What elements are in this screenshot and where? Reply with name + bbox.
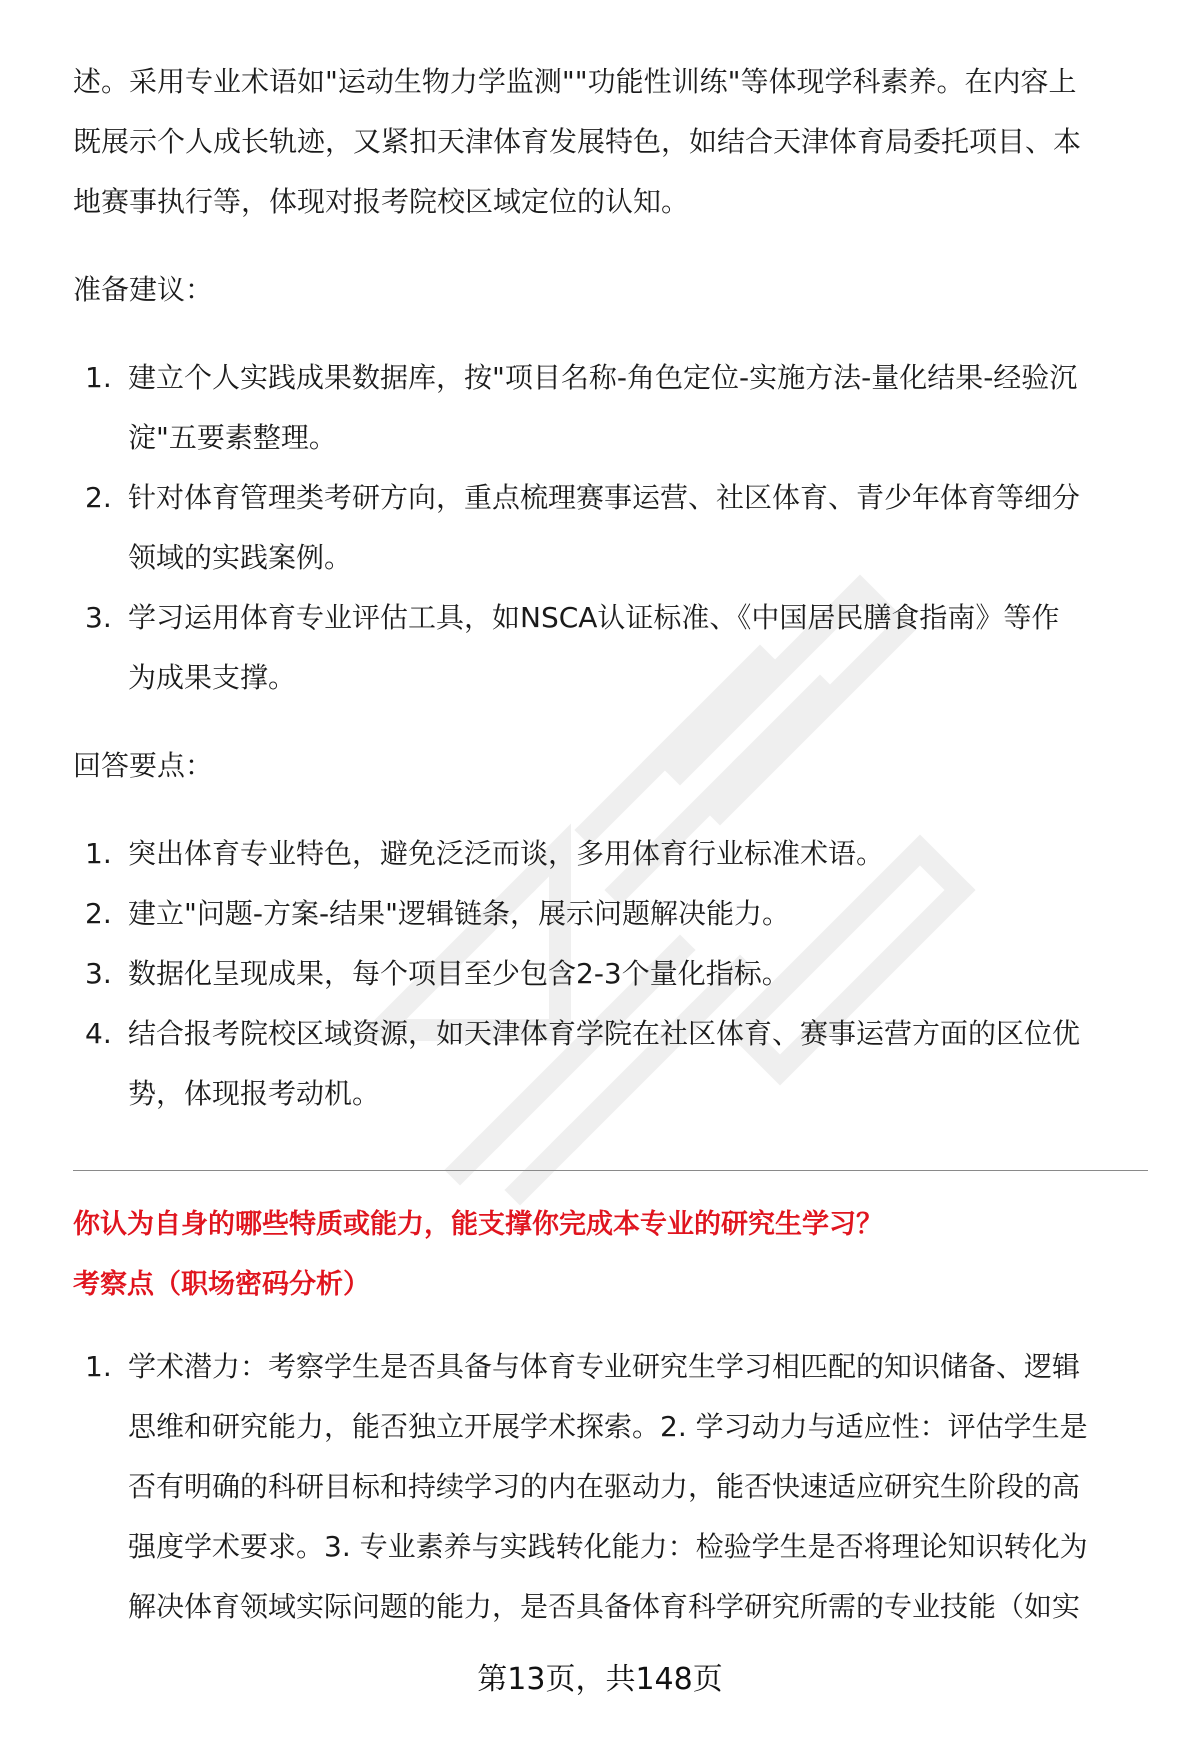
answer-list — [73, 824, 1148, 1124]
list-line: 结合报考院校区域资源，如天津体育学院在社区体育、赛事运营方面的区位优 — [128, 1017, 1081, 1050]
list-number: 1. — [85, 361, 112, 394]
list-item — [73, 1337, 1148, 1637]
list-number: 2. — [85, 897, 112, 930]
assessment-subheading: 考察点（职场密码分析） — [73, 1269, 370, 1300]
page-number: 第13页，共148页 — [477, 1662, 723, 1697]
list-line: 否有明确的科研目标和持续学习的内在驱动力，能否快速适应研究生阶段的高 — [128, 1470, 1081, 1503]
list-number: 1. — [85, 837, 112, 870]
list-line: 学术潜力：考察学生是否具备与体育专业研究生学习相匹配的知识储备、逻辑 — [128, 1350, 1081, 1383]
list-item — [73, 468, 1148, 588]
prep-list — [73, 348, 1148, 708]
list-line: 势，体现报考动机。 — [128, 1077, 381, 1110]
list-number: 3. — [85, 601, 112, 634]
list-line: 数据化呈现成果，每个项目至少包含2-3个量化指标。 — [128, 957, 790, 990]
list-number: 3. — [85, 957, 112, 990]
list-item — [73, 588, 1148, 708]
list-number: 4. — [85, 1017, 112, 1050]
list-line: 建立"问题-方案-结果"逻辑链条，展示问题解决能力。 — [128, 897, 790, 930]
list-line: 针对体育管理类考研方向，重点梳理赛事运营、社区体育、青少年体育等细分 — [128, 481, 1081, 514]
list-line: 突出体育专业特色，避免泛泛而谈，多用体育行业标准术语。 — [128, 837, 885, 870]
list-line: 思维和研究能力，能否独立开展学术探索。2. 学习动力与适应性：评估学生是 — [128, 1410, 1088, 1443]
intro-line: 述。采用专业术语如"运动生物力学监测""功能性训练"等体现学科素养。在内容上 — [73, 65, 1077, 98]
list-item — [73, 1004, 1148, 1124]
list-item — [73, 824, 1148, 884]
list-number: 1. — [85, 1350, 112, 1383]
list-item — [73, 884, 1148, 944]
intro-paragraph — [73, 52, 1148, 232]
question-title: 你认为自身的哪些特质或能力，能支撑你完成本专业的研究生学习？ — [73, 1209, 883, 1240]
list-item — [73, 944, 1148, 1004]
section-divider — [73, 1170, 1148, 1171]
content-area — [73, 52, 1148, 1637]
list-line: 淀"五要素整理。 — [128, 421, 337, 454]
list-item — [73, 348, 1148, 468]
answer-heading: 回答要点： — [73, 749, 214, 782]
intro-line: 地赛事执行等，体现对报考院校区域定位的认知。 — [73, 185, 690, 218]
intro-line: 既展示个人成长轨迹，又紧扣天津体育发展特色，如结合天津体育局委托项目、本 — [73, 125, 1082, 158]
list-line: 建立个人实践成果数据库，按"项目名称-角色定位-实施方法-量化结果-经验沉 — [128, 361, 1078, 394]
assessment-list — [73, 1337, 1148, 1637]
list-line: 为成果支撑。 — [128, 661, 297, 694]
list-line: 解决体育领域实际问题的能力，是否具备体育科学研究所需的专业技能（如实 — [128, 1590, 1081, 1623]
list-line: 学习运用体育专业评估工具，如NSCA认证标准、《中国居民膳食指南》等作 — [128, 601, 1060, 634]
prep-heading: 准备建议： — [73, 273, 214, 306]
list-line: 强度学术要求。3. 专业素养与实践转化能力：检验学生是否将理论知识转化为 — [128, 1530, 1088, 1563]
list-line: 领域的实践案例。 — [128, 541, 353, 574]
list-number: 2. — [85, 481, 112, 514]
